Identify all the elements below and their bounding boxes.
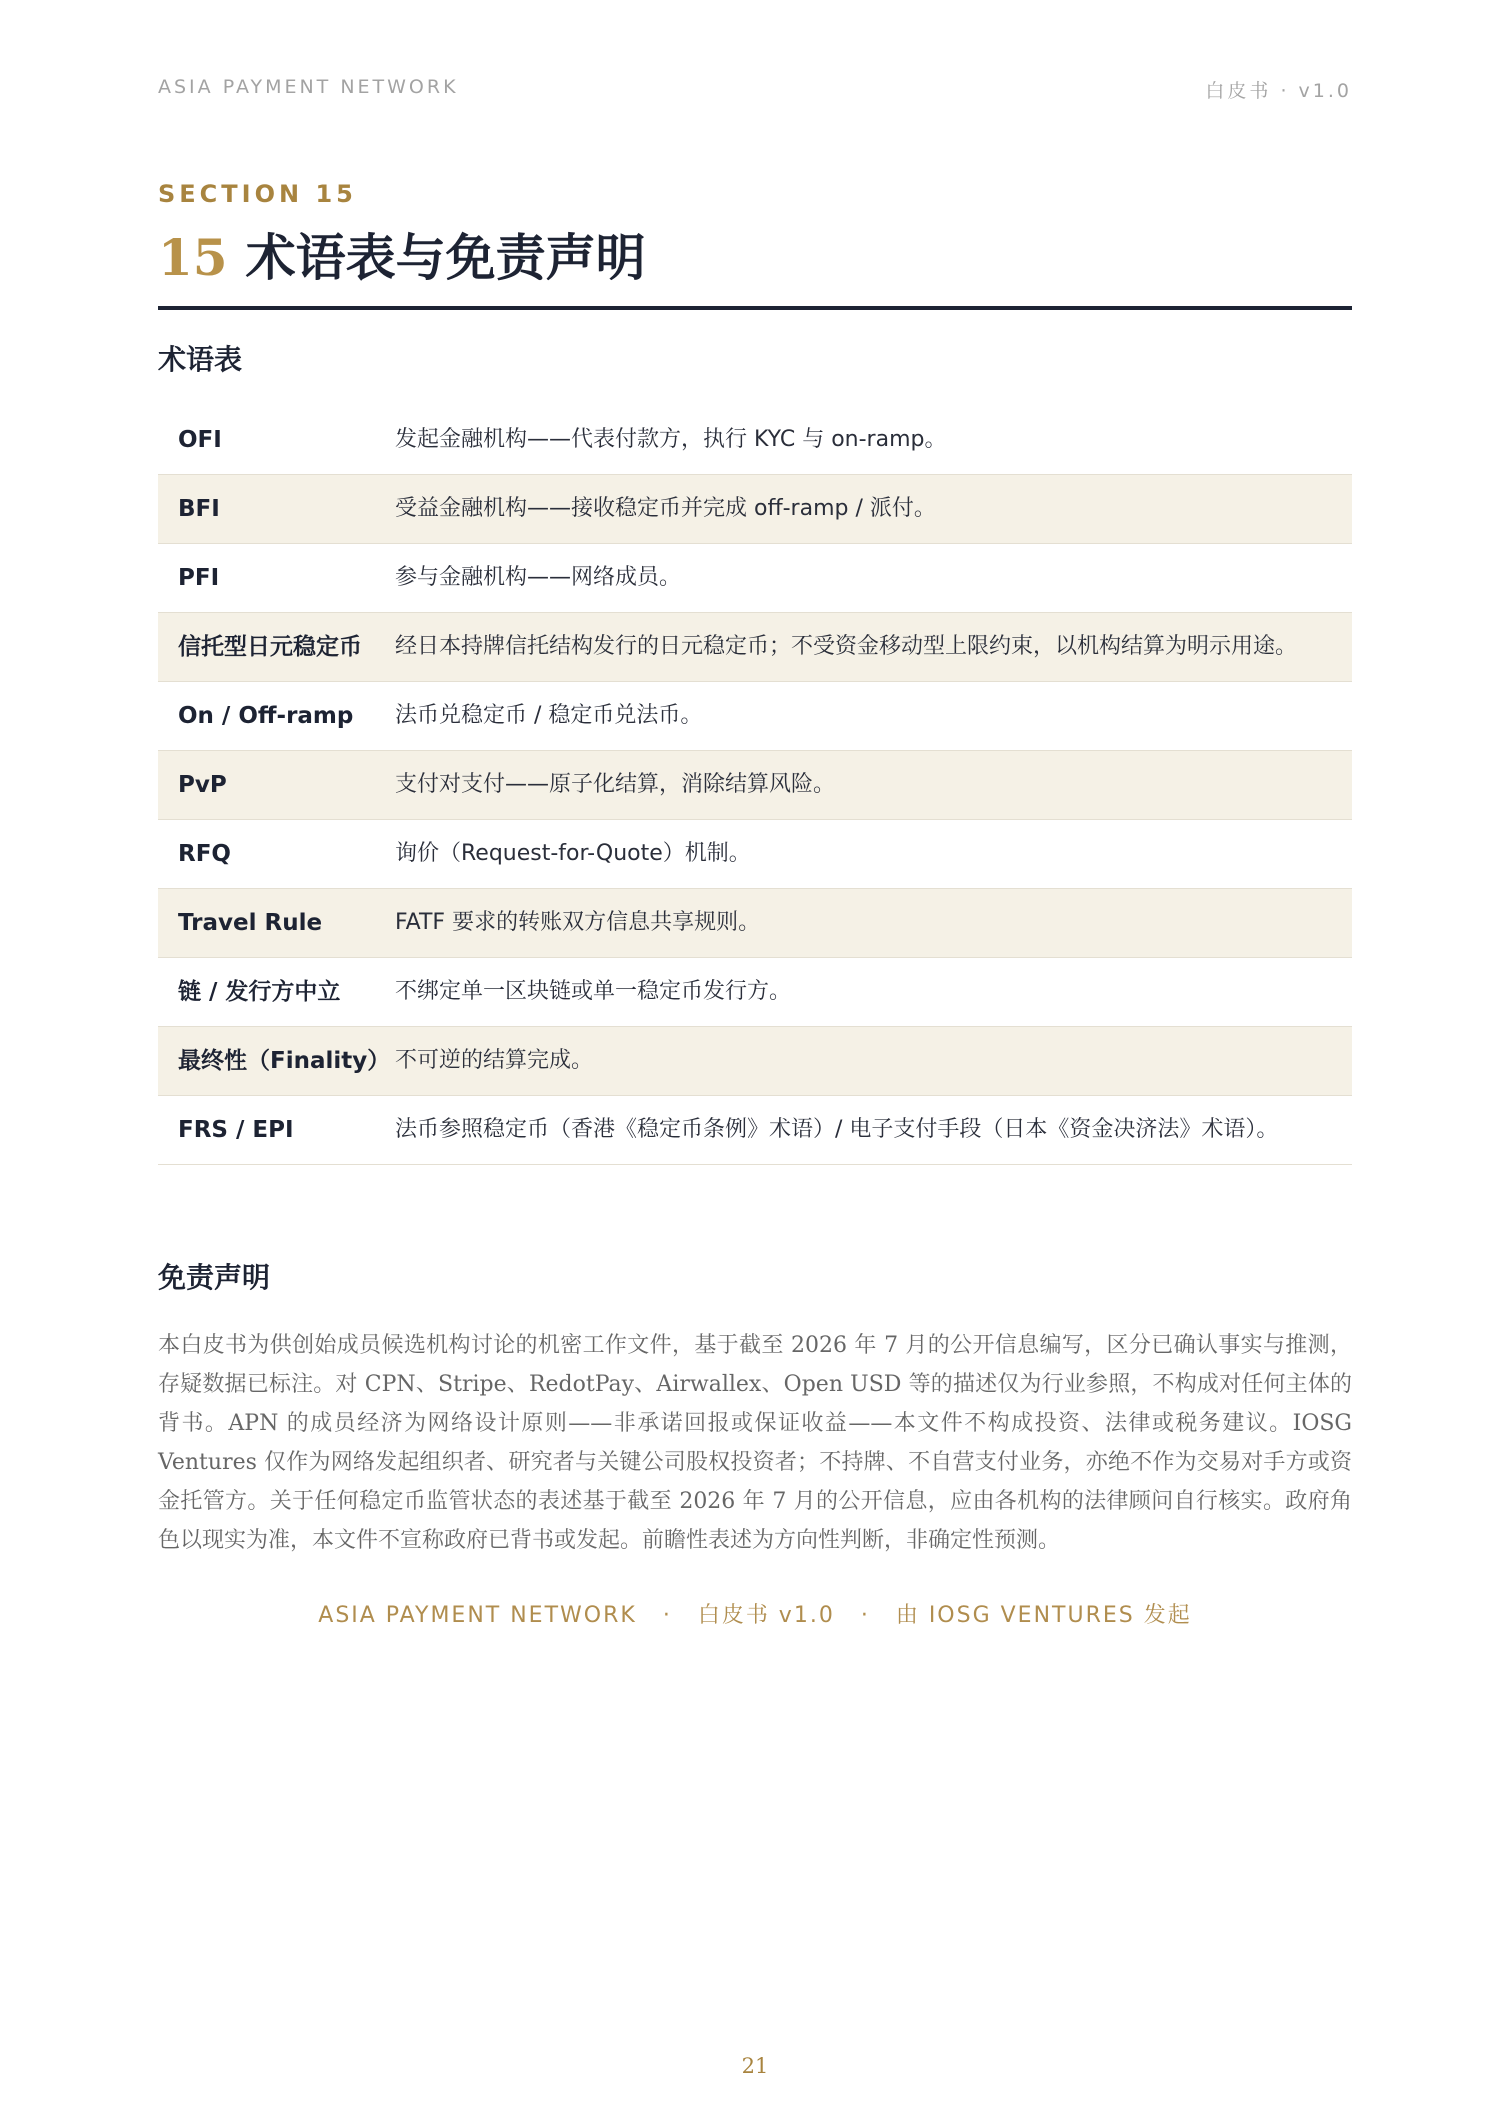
glossary-definition: 法币兑稳定币 / 稳定币兑法币。 <box>395 703 703 728</box>
header-doc-version: 白皮书 · v1.0 <box>1205 80 1352 102</box>
glossary-definition: 询价（Request-for-Quote）机制。 <box>395 841 751 866</box>
document-page <box>158 0 1352 2122</box>
glossary-row <box>158 613 1352 682</box>
footer-separator: · <box>662 1603 672 1628</box>
glossary-definition: 参与金融机构——网络成员。 <box>395 565 682 590</box>
glossary-definition: 法币参照稳定币（香港《稳定币条例》术语）/ 电子支付手段（日本《资金决济法》术语）。 <box>395 1117 1279 1142</box>
glossary-term: BFI <box>178 496 220 522</box>
glossary-term: OFI <box>178 427 222 453</box>
page-number: 21 <box>741 2054 769 2078</box>
glossary-row <box>158 1027 1352 1096</box>
running-header <box>158 76 1352 103</box>
footer-line <box>158 1598 1352 1629</box>
section-title-text: 术语表与免责声明 <box>245 228 646 287</box>
glossary-term: On / Off-ramp <box>178 703 354 729</box>
glossary-row <box>158 751 1352 820</box>
glossary-definition: 不可逆的结算完成。 <box>395 1048 594 1073</box>
glossary-definition: 经日本持牌信托结构发行的日元稳定币；不受资金移动型上限约束，以机构结算为明示用途。 <box>395 634 1298 659</box>
glossary-definition: FATF 要求的转账双方信息共享规则。 <box>395 910 761 935</box>
disclaimer-body: 本白皮书为供创始成员候选机构讨论的机密工作文件，基于截至 2026 年 7 月的公开信息编写，区分已确认事实与推测，存疑数据已标注。对 CPN、Stripe、RedotPay、Airwallex、Open USD 等的描述仅为行业参照，不构成对任何主体的背书。APN 的成员经济为网络设计原则——非承诺回报或保证收益——本文件不构成投资、法律或税务建议。IOSG Ventures 仅作为网络发起组织者、研究者与关键公司股权投资者；不持牌、不自营支付业务，亦绝不作为交易对手方或资金托管方。关于任何稳定币监管状态的表述基于截至 2026 年 7 月的公开信息，应由各机构的法律顾问自行核实。政府角色以现实为准，本文件不宣称政府已背书或发起。前瞻性表述为方向性判断，非确定性预测。 <box>158 1333 1352 1553</box>
glossary-definition: 受益金融机构——接收稳定币并完成 off-ramp / 派付。 <box>395 496 936 521</box>
footer-version: 白皮书 v1.0 <box>697 1603 835 1628</box>
glossary-heading: 术语表 <box>158 343 243 376</box>
glossary-row <box>158 682 1352 751</box>
glossary-row <box>158 820 1352 889</box>
glossary-term: PFI <box>178 565 220 591</box>
glossary-row <box>158 475 1352 544</box>
glossary-table <box>158 406 1352 1165</box>
footer-separator: · <box>860 1603 870 1628</box>
glossary-term: 链 / 发行方中立 <box>178 979 341 1005</box>
glossary-row <box>158 544 1352 613</box>
glossary-term: 最终性（Finality） <box>178 1048 391 1074</box>
glossary-row <box>158 958 1352 1027</box>
section-number: 15 <box>158 228 228 287</box>
glossary-definition: 支付对支付——原子化结算，消除结算风险。 <box>395 772 836 797</box>
glossary-term: FRS / EPI <box>178 1117 294 1143</box>
glossary-row <box>158 1096 1352 1165</box>
glossary-definition: 不绑定单一区块链或单一稳定币发行方。 <box>395 979 792 1004</box>
glossary-row <box>158 889 1352 958</box>
glossary-term: PvP <box>178 772 227 798</box>
glossary-definition: 发起金融机构——代表付款方，执行 KYC 与 on-ramp。 <box>395 427 947 452</box>
footer-brand: ASIA PAYMENT NETWORK <box>318 1603 637 1628</box>
glossary-row <box>158 406 1352 475</box>
footer-initiator: 由 IOSG VENTURES 发起 <box>895 1603 1192 1628</box>
glossary-term: RFQ <box>178 841 231 867</box>
glossary-term: Travel Rule <box>178 910 323 936</box>
section-title <box>158 218 1352 310</box>
section-kicker: SECTION 15 <box>158 180 357 208</box>
disclaimer-heading: 免责声明 <box>158 1261 271 1294</box>
header-brand: ASIA PAYMENT NETWORK <box>158 76 459 98</box>
glossary-term: 信托型日元稳定币 <box>178 634 362 660</box>
